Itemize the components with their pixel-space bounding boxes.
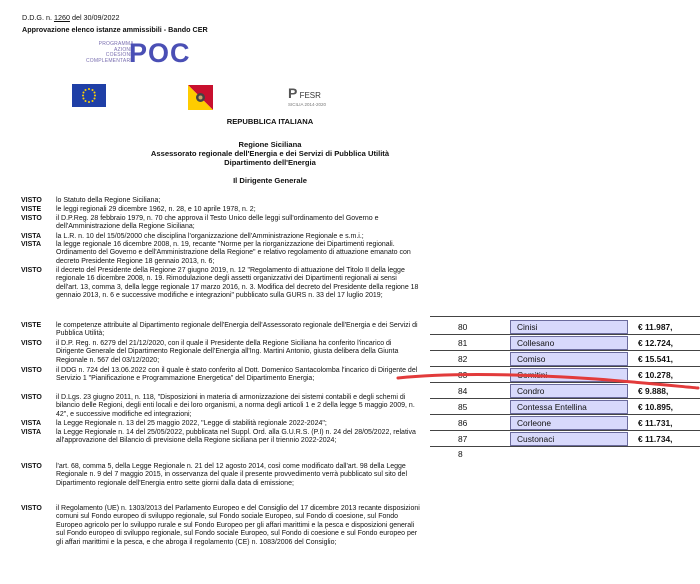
poc-logo: POC <box>129 38 191 68</box>
republic-title: REPUBBLICA ITALIANA <box>226 117 314 126</box>
ddg-number: 1260 <box>53 13 70 22</box>
table-row: 84 Condro € 9.888, <box>458 386 669 396</box>
table-row: 80 Cinisi € 11.987, <box>458 322 673 332</box>
poc-line-3: COESIONE <box>105 52 134 59</box>
table-row: 82 Comiso € 15.541, <box>458 354 673 364</box>
table-row: 86 Corleone € 11.731, <box>458 418 673 428</box>
dirigente-title: Il Dirigente Generale <box>233 176 307 185</box>
table-row: 85 Contessa Entellina € 10.895, <box>458 402 673 412</box>
ddg-label: D.D.G. n. <box>22 13 52 22</box>
table-row: 81 Collesano € 12.724, <box>458 338 673 348</box>
dipartimento-title: Dipartimento dell'Energia <box>224 158 316 167</box>
region-title: Regione Siciliana <box>238 140 302 149</box>
fesr-sub: SICILIA 2014-2020 <box>288 102 327 107</box>
approval-line: Approvazione elenco istanze ammissibili - Bando CER <box>22 25 208 34</box>
poc-line-1: PROGRAMMA <box>98 41 134 47</box>
eu-flag-icon <box>72 84 106 107</box>
table-row-partial: 8 <box>458 449 463 459</box>
red-underline-mark <box>396 370 700 394</box>
sicily-emblem-icon <box>188 85 213 110</box>
assessorato-title: Assessorato regionale dell'Energia e dei Servizi di Pubblica Utilità <box>150 149 390 158</box>
ddg-date: del 30/09/2022 <box>71 13 120 22</box>
fesr-p-icon: P <box>288 85 298 101</box>
fesr-logo <box>288 85 326 107</box>
fesr-label: FESR <box>299 91 321 100</box>
table-row: 83 Comitini € 10.278, <box>458 370 673 380</box>
poc-logo-text <box>86 42 134 64</box>
ddg-line <box>22 13 120 22</box>
table-row: 87 Custonaci € 11.734, <box>458 434 673 444</box>
poc-line-2: AZIONE <box>113 46 134 53</box>
poc-line-4: COMPLEMENTARE <box>86 57 134 64</box>
